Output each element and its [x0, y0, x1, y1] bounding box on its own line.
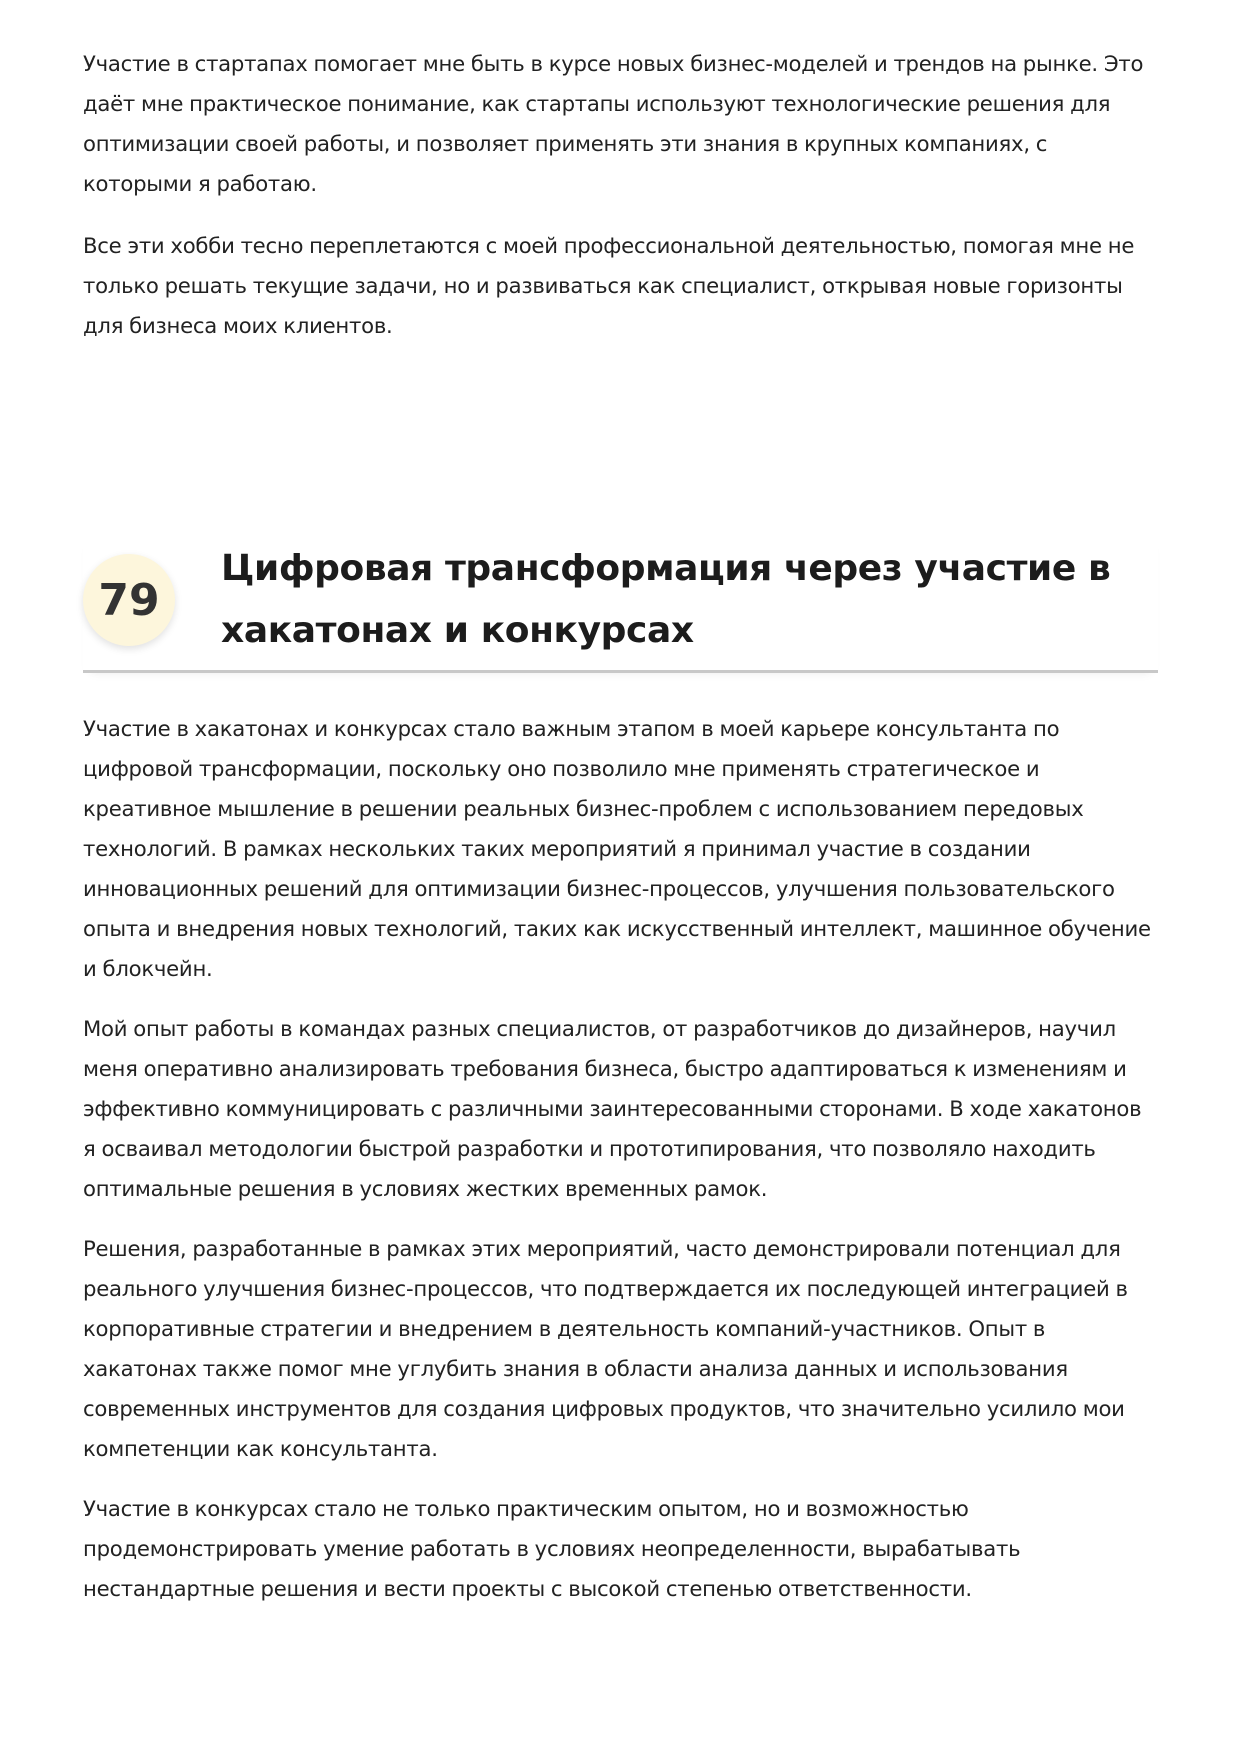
chapter-paragraph-1: Участие в хакатонах и конкурсах стало важным этапом в моей карьере консультанта по цифровой трансформации, поскольку оно позволило мне применять стратегическое и креативное мышление в решении реальных бизнес-проблем с использованием передовых технологий. В рамках нескольких таких мероприятий я принимал участие в создании инновационных решений для оптимизации бизнес-процессов, улучшения пользовательского опыта и внедрения новых технологий, таких как искусственный интеллект, машинное обучение и блокчейн.	[83, 716, 1151, 981]
intro-paragraph-1: Участие в стартапах помогает мне быть в курсе новых бизнес-моделей и трендов на рынке. Это даёт мне практическое понимание, как стартапы используют технологические решения для оптимизации своей работы, и позволяет применять эти знания в крупных компаниях, с которыми я работаю.	[83, 51, 1144, 196]
chapter-paragraph-3: Решения, разработанные в рамках этих мероприятий, часто демонстрировали потенциал для реального улучшения бизнес-процессов, что подтверждается их последующей интеграцией в корпоративные стратегии и внедрением в деятельность компаний-участников. Опыт в хакатонах также помог мне углубить знания в области анализа данных и использования современных инструментов для создания цифровых продуктов, что значительно усилило мои компетенции как консультанта.	[83, 1236, 1128, 1461]
chapter-number-badge: 79	[83, 554, 175, 646]
intro-section	[83, 44, 1158, 368]
chapter-body	[83, 709, 1158, 1629]
chapter-title: Цифровая трансформация через участие в хакатонах и конкурсах	[221, 548, 1111, 651]
intro-paragraph-2: Все эти хобби тесно переплетаются с моей профессиональной деятельностью, помогая мне не только решать текущие задачи, но и развиваться как специалист, открывая новые горизонты для бизнеса моих клиентов.	[83, 233, 1135, 338]
chapter-header	[83, 534, 1158, 673]
chapter-paragraph-4: Участие в конкурсах стало не только практическим опытом, но и возможностью продемонстрировать умение работать в условиях неопределенности, вырабатывать нестандартные решения и вести проекты с высокой степенью ответственности.	[83, 1496, 1021, 1601]
chapter-paragraph-2: Мой опыт работы в командах разных специалистов, от разработчиков до дизайнеров, научил меня оперативно анализировать требования бизнеса, быстро адаптироваться к изменениям и эффективно коммуницировать с различными заинтересованными сторонами. В ходе хакатонов я осваивал методологии быстрой разработки и прототипирования, что позволяло находить оптимальные решения в условиях жестких временных рамок.	[83, 1016, 1142, 1201]
